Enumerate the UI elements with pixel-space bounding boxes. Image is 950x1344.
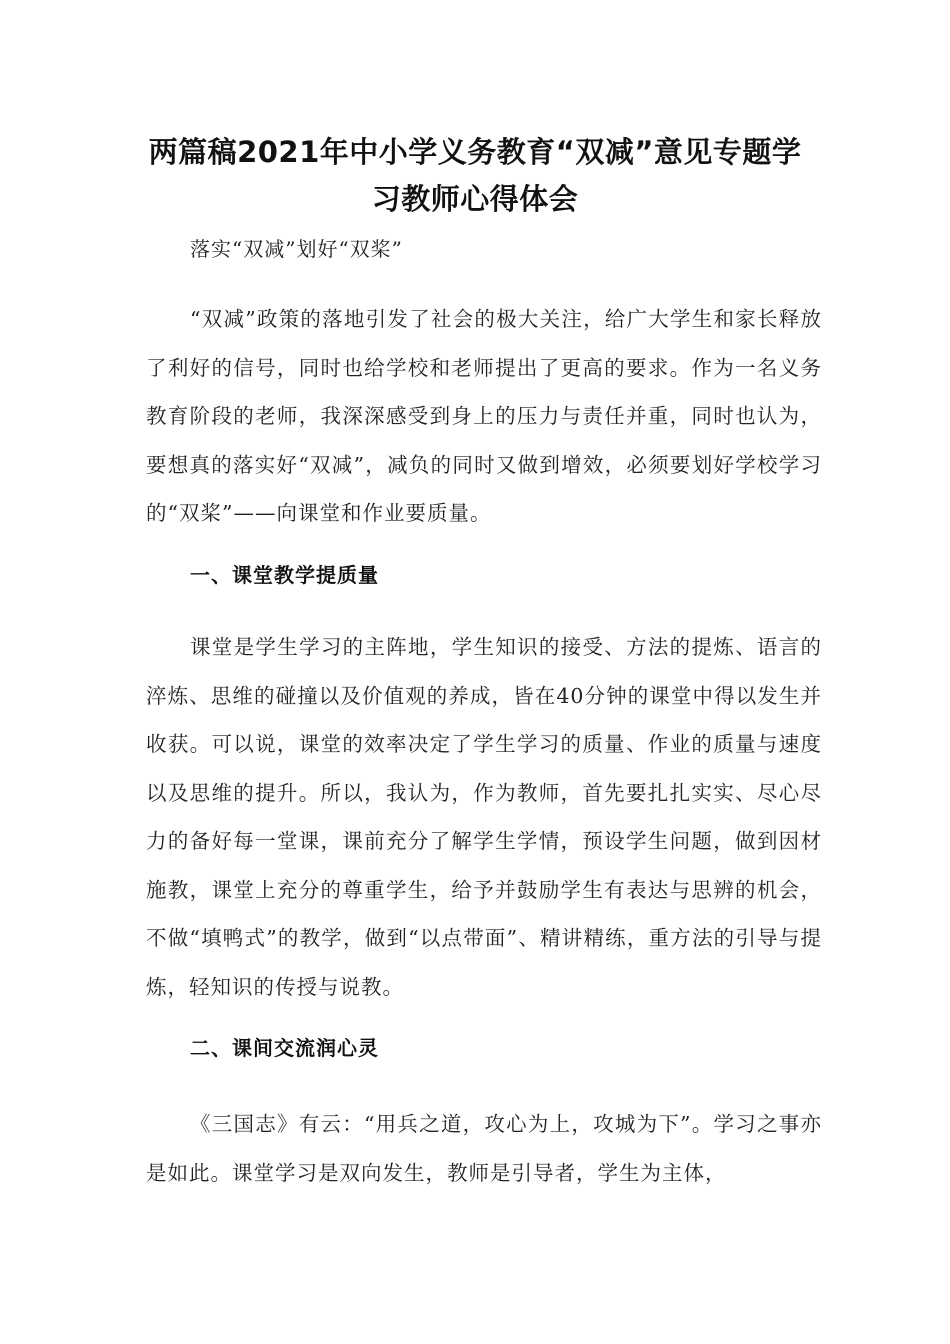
section-heading-2: 二、课间交流润心灵: [190, 1036, 379, 1060]
section-heading-1: 一、课堂教学提质量: [190, 563, 379, 587]
document-subtitle: 落实“双减”划好“双桨”: [190, 237, 403, 261]
paragraph-break-time: 《三国志》有云：“用兵之道，攻心为上，攻城为下”。学习之事亦是如此。课堂学习是双向发生，教师是引导者，学生为主体，: [146, 1112, 822, 1185]
paragraph-intro: “双减”政策的落地引发了社会的极大关注，给广大学生和家长释放了利好的信号，同时也给学校和老师提出了更高的要求。作为一名义务教育阶段的老师，我深深感受到身上的压力与责任并重，同时也认为，要想真的落实好“双减”，减负的同时又做到增效，必须要划好学校学习的“双桨”——向课堂和作业要质量。: [146, 307, 822, 525]
document-title-line-1: 两篇稿2021年中小学义务教育“双减”意见专题学: [148, 135, 802, 169]
document-title-line-2: 习教师心得体会: [371, 182, 579, 216]
paragraph-classroom: 课堂是学生学习的主阵地，学生知识的接受、方法的提炼、语言的淬炼、思维的碰撞以及价值观的养成，皆在40分钟的课堂中得以发生并收获。可以说，课堂的效率决定了学生学习的质量、作业的质量与速度以及思维的提升。所以，我认为，作为教师，首先要扎扎实实、尽心尽力的备好每一堂课，课前充分了解学生学情，预设学生问题，做到因材施教，课堂上充分的尊重学生，给予并鼓励学生有表达与思辨的机会，不做“填鸭式”的教学，做到“以点带面”、精讲精练，重方法的引导与提炼，轻知识的传授与说教。: [146, 635, 822, 999]
